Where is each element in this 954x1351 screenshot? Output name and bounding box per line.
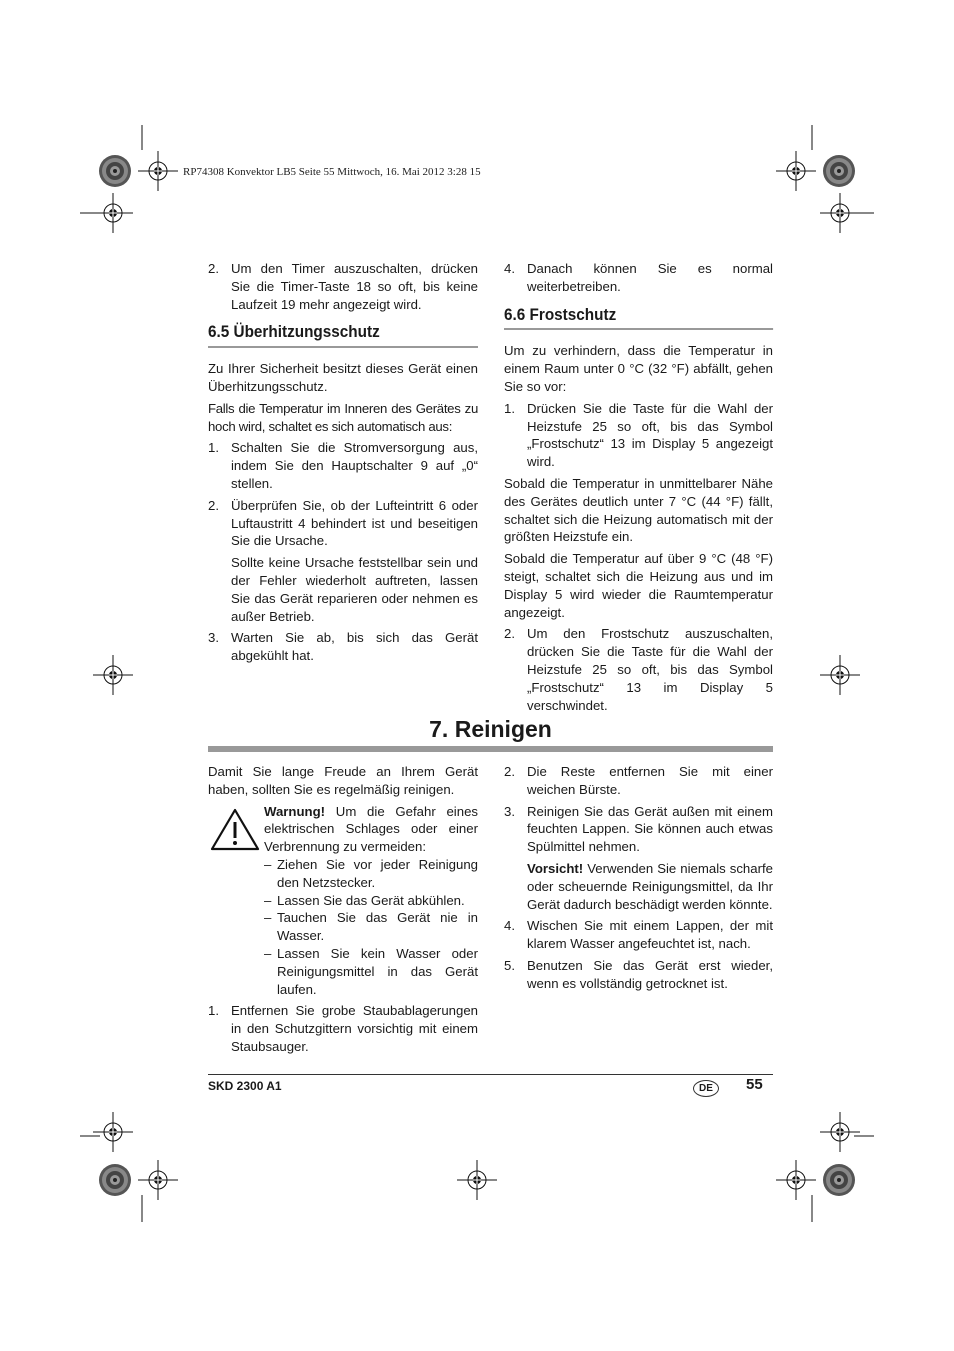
list-item-note: Sollte keine Ursache feststellbar sein und der Fehler wiederholt auftreten, lassen Sie das Gerät reparieren oder nehmen es außer Betrieb. — [231, 555, 478, 624]
footer-model: SKD 2300 A1 — [208, 1079, 282, 1093]
language-badge: DE — [693, 1078, 719, 1097]
list-item: – Lassen Sie kein Wasser oder Reinigungsmittel in das Gerät laufen. — [264, 945, 478, 997]
section-heading-6-6: 6.6 Frostschutz — [504, 306, 773, 331]
warning-triangle-icon — [210, 807, 260, 851]
caution-note: Vorsicht! Verwenden Sie niemals scharfe oder scheuernde Reinigungsmittel, da Ihr Gerät dadurch beschädigt werden könnte. — [527, 860, 773, 912]
print-slug: RP74308 Konvektor LB5 Seite 55 Mittwoch, 16. Mai 2012 3:28 15 — [183, 166, 481, 178]
paragraph: Sobald die Temperatur in unmittelbarer Nähe des Gerätes deutlich unter 7 °C (44 °F) fällt, schaltet sich die Heizung automatisch mit der größten Heizstufe ein. — [504, 475, 773, 545]
paragraph: Um zu verhindern, dass die Temperatur in einem Raum unter 0 °C (32 °F) abfällt, gehen Sie so vor: — [504, 343, 773, 394]
list-item: 1. Entfernen Sie grobe Staubablagerungen in den Schutzgittern vorsichtig mit einem Staubsauger. — [208, 1003, 478, 1054]
list-item: 3. Reinigen Sie das Gerät außen mit einem feuchten Lappen. Sie können auch etwas Spülmittel nehmen. — [504, 803, 773, 855]
list-item: 4. Danach können Sie es normal weiterbetreiben. — [504, 261, 773, 294]
list-item: 5. Benutzen Sie das Gerät erst wieder, wenn es vollständig getrocknet ist. — [504, 957, 773, 991]
warning-label: Warnung! — [264, 803, 326, 819]
list-item: – Lassen Sie das Gerät abkühlen. — [264, 892, 465, 908]
left-column-bottom — [208, 763, 478, 1060]
chapter-rule — [208, 746, 773, 752]
warning-text: Um die Gefahr eines elektrischen Schlages oder einer Verbrennung zu vermeiden: — [264, 803, 478, 855]
paragraph: Sobald die Temperatur auf über 9 °C (48 °F) steigt, schaltet sich die Heizung aus und im Display 5 wird wieder die Raumtemperatur angezeigt. — [504, 551, 773, 620]
paragraph: Damit Sie lange Freude an Ihrem Gerät haben, sollten Sie es regelmäßig reinigen. — [208, 764, 478, 797]
footer-rule — [208, 1074, 773, 1075]
list-item: 1. Schalten Sie die Stromversorgung aus, indem Sie den Hauptschalter 9 auf „0“ stellen. — [208, 440, 478, 491]
list-item: 2. Die Reste entfernen Sie mit einer weichen Bürste. — [504, 764, 773, 797]
list-item: 3. Warten Sie ab, bis sich das Gerät abgekühlt hat. — [208, 630, 478, 664]
chapter-title: 7. Reinigen — [429, 716, 552, 742]
list-item: 4. Wischen Sie mit einem Lappen, der mit klarem Wasser angefeuchtet ist, nach. — [504, 918, 773, 952]
paragraph: Falls die Temperatur im Inneren des Gerätes zu hoch wird, schaltet es sich automatisch aus: — [208, 400, 478, 434]
left-column-top — [208, 260, 478, 669]
warning-block — [208, 803, 478, 999]
list-item: 2. Überprüfen Sie, ob der Lufteintritt 6 oder Luftaustritt 4 behindert ist und beseitigen Sie die Ursache. — [208, 497, 478, 549]
list-item: – Tauchen Sie das Gerät nie in Wasser. — [264, 910, 478, 944]
right-column-top — [504, 260, 773, 718]
list-item: 2. Um den Frostschutz auszuschalten, drücken Sie die Taste für die Wahl der Heizstufe 25 so oft, bis das Symbol „Frostschutz“ 13 im Display 5 verschwindet. — [504, 626, 773, 713]
paragraph: Zu Ihrer Sicherheit besitzt dieses Gerät einen Überhitzungsschutz. — [208, 361, 478, 394]
list-item: 1. Drücken Sie die Taste für die Wahl der Heizstufe 25 so oft, bis das Symbol „Frostschutz“ 13 im Display 5 angezeigt wird. — [504, 400, 773, 470]
page-number: 55 — [746, 1076, 763, 1093]
list-item: – Ziehen Sie vor jeder Reinigung den Netzstecker. — [264, 856, 478, 890]
list-item: 2. Um den Timer auszuschalten, drücken Sie die Timer-Taste 18 so oft, bis keine Laufzeit 19 mehr angezeigt wird. — [208, 261, 478, 312]
right-column-bottom — [504, 763, 773, 997]
section-heading-6-5: 6.5 Überhitzungsschutz — [208, 323, 478, 348]
